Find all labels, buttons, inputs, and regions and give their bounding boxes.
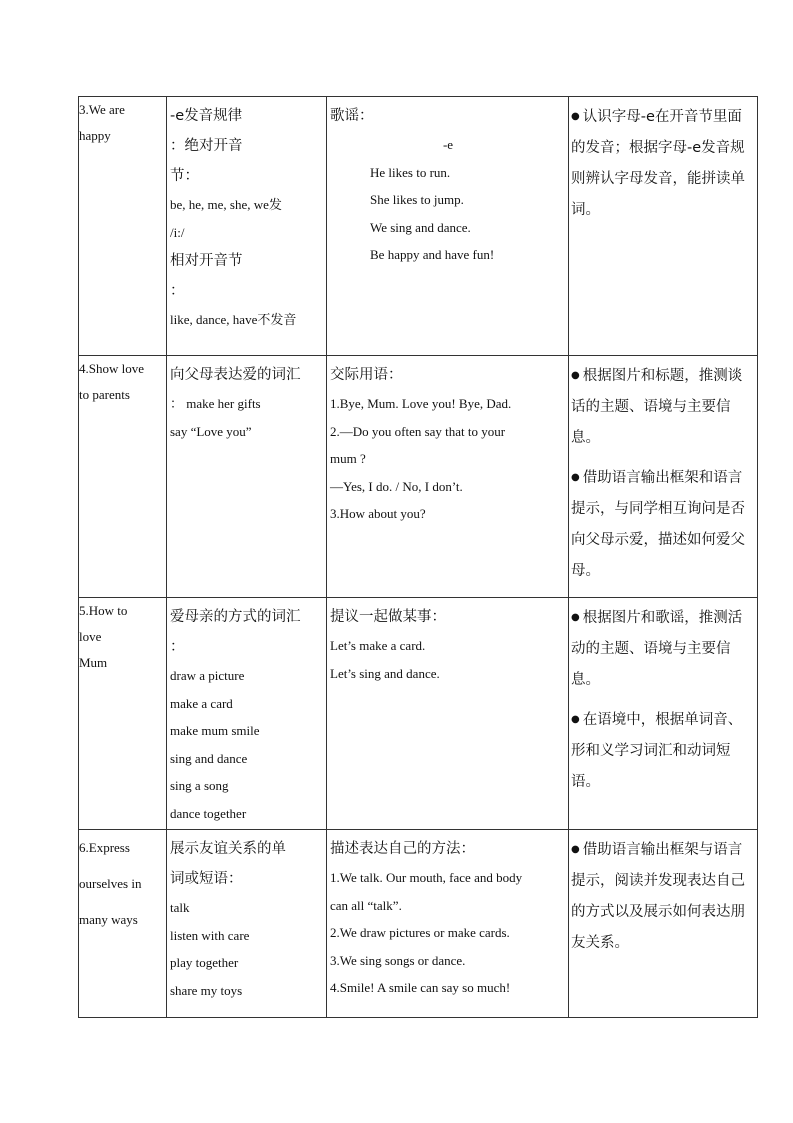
language-item: —Yes, I do. / No, I don’t.: [330, 478, 463, 494]
language-cell: [327, 97, 569, 356]
language-item: 3.We sing songs or dance.: [330, 952, 466, 968]
unit-title-line: many ways: [79, 912, 138, 927]
objective-item: ● 根据图片和标题，推测谈话的主题、语境与主要信息。: [571, 368, 743, 446]
unit-title-line: to parents: [79, 387, 130, 402]
vocab-cell: [167, 356, 327, 598]
vocab-item: play together: [170, 955, 239, 970]
vocab-cell: [167, 97, 327, 356]
objective-item: ● 根据图片和歌谣，推测活 动的主题、语境与主要信息。: [571, 610, 743, 688]
unit-title-cell: [79, 830, 167, 1018]
language-item: 4.Smile! A smile can say so much!: [330, 980, 511, 995]
vocab-title: -e发音规律: [170, 108, 243, 124]
vocab-item: /i:/: [170, 224, 185, 240]
language-title: 交际用语：: [330, 367, 403, 383]
vocab-item: listen with care: [170, 927, 250, 943]
table-row: [79, 598, 758, 830]
chant-title: -e: [442, 137, 454, 152]
objective-item: ● 在语境中，根据单词音、 形和义学习词汇和动词短语。: [571, 712, 743, 790]
language-item: 1.We talk. Our mouth, face and body: [330, 870, 523, 885]
vocab-title: 展示友谊关系的单: [170, 841, 286, 857]
vocab-title: 节：: [170, 168, 199, 184]
objective-item: ● 借助语言输出框架与语言提示，阅读并发现表达自己的方式以及展示如何表达朋友关系。: [571, 842, 745, 951]
language-cell: [327, 356, 569, 598]
unit-title-cell: [79, 356, 167, 598]
bullet-icon: ●: [571, 370, 580, 381]
unit-title-line: 4.Show love: [79, 361, 144, 376]
vocab-cell: [167, 598, 327, 830]
language-item: 2.—Do you often say that to your: [330, 423, 506, 439]
vocab-subtitle: ：: [170, 283, 185, 299]
vocab-item: ： make her gifts: [170, 396, 261, 411]
vocab-item: say “Love you”: [170, 423, 252, 439]
vocab-item: make a card: [170, 695, 233, 711]
unit-title-line: 6.Express: [79, 840, 130, 855]
unit-title-line: happy: [79, 128, 111, 143]
unit-title-line: love: [79, 629, 102, 644]
table-row: [79, 97, 758, 356]
vocab-item: like, dance, have不发音: [170, 312, 297, 327]
vocab-title: 爱母亲的方式的词汇: [170, 609, 301, 625]
vocab-title: 词或短语：: [170, 871, 243, 887]
language-item: 3.How about you?: [330, 506, 426, 521]
objective-cell: [569, 97, 758, 356]
vocab-cell: [167, 830, 327, 1018]
language-item: She likes to jump.: [370, 192, 464, 207]
vocab-item: talk: [170, 900, 190, 915]
language-title: 歌谣：: [330, 108, 374, 124]
vocab-item: be, he, me, she, we发: [170, 197, 282, 212]
language-item: 1.Bye, Mum. Love you! Bye, Dad.: [330, 396, 512, 411]
language-item: Let’s sing and dance.: [330, 665, 440, 681]
unit-title-line: 5.How to: [79, 603, 128, 618]
unit-title-cell: [79, 97, 167, 356]
language-item: He likes to run.: [370, 164, 451, 180]
bullet-icon: ●: [571, 844, 580, 855]
language-item: 2.We draw pictures or make cards.: [330, 925, 510, 940]
lesson-plan-table: [78, 96, 758, 1018]
objective-cell: [569, 356, 758, 598]
vocab-item: draw a picture: [170, 668, 245, 683]
objective-cell: [569, 830, 758, 1018]
language-item: Let’s make a card.: [330, 638, 426, 653]
vocab-title: ：: [170, 639, 185, 655]
language-item: Be happy and have fun!: [370, 247, 495, 262]
language-title: 描述表达自己的方法：: [330, 841, 475, 857]
language-item: mum ?: [330, 451, 366, 466]
language-item: can all “talk”.: [330, 897, 402, 913]
bullet-icon: ●: [571, 714, 580, 725]
vocab-title: ：绝对开音: [170, 138, 243, 154]
vocab-item: sing a song: [170, 778, 229, 793]
bullet-icon: ●: [571, 612, 580, 623]
vocab-item: dance together: [170, 805, 247, 821]
bullet-icon: ●: [571, 472, 580, 483]
vocab-subtitle: 相对开音节: [170, 253, 243, 269]
language-cell: [327, 598, 569, 830]
vocab-item: make mum smile: [170, 723, 260, 738]
objective-item: ● 借助语言输出框架和语言提示，与同学相互询问是否向父母示爱，描述如何爱父母。: [571, 470, 745, 579]
bullet-icon: ●: [571, 111, 580, 122]
language-title: 提议一起做某事：: [330, 609, 446, 625]
unit-title-line: ourselves in: [79, 876, 142, 891]
objective-cell: [569, 598, 758, 830]
vocab-item: sing and dance: [170, 750, 248, 766]
table-row: [79, 356, 758, 598]
vocab-item: share my toys: [170, 982, 243, 998]
objective-item: ● 认识字母-e在开音节里面的发音；根据字母-e发音规则辨认字母发音，能拼读单词。: [571, 109, 745, 218]
table-row: [79, 830, 758, 1018]
unit-title-cell: [79, 598, 167, 830]
language-item: We sing and dance.: [370, 219, 471, 235]
unit-title-line: Mum: [79, 655, 108, 670]
language-cell: [327, 830, 569, 1018]
vocab-title: 向父母表达爱的词汇: [170, 367, 301, 383]
unit-title-line: 3.We are: [79, 102, 125, 117]
